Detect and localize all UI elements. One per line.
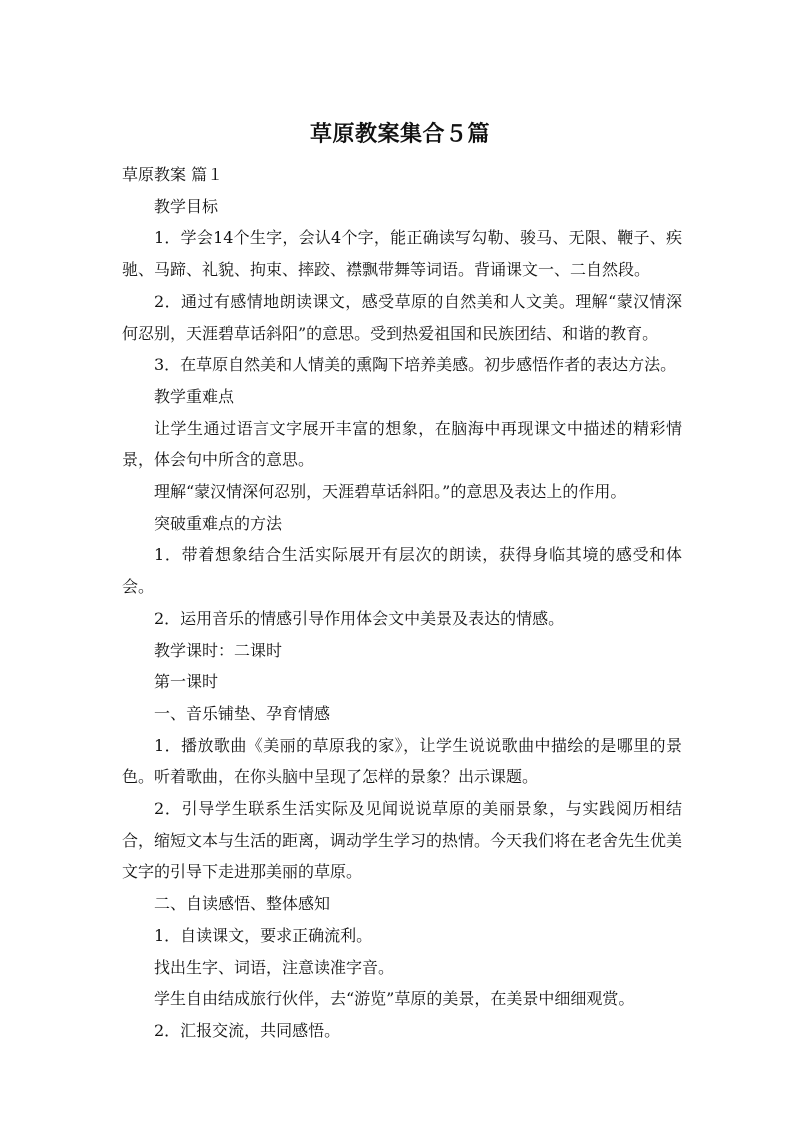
paragraph: 突破重难点的方法 xyxy=(154,513,283,533)
paragraph: 教学课时：二课时 xyxy=(154,640,283,660)
paragraph: 2．汇报交流，共同感悟。 xyxy=(154,1020,341,1040)
paragraph: 找出生字、词语，注意读准字音。 xyxy=(154,957,395,977)
paragraph: 1．带着想象结合生活实际展开有层次的朗读，获得身临其境的感受和体会。 xyxy=(122,545,682,597)
paragraph: 2．引导学生联系生活实际及见闻说说草原的美丽景象，与实践阅历相结合，缩短文本与生活的距离，调动学生学习的热情。今天我们将在老舍先生优美文字的引导下走进那美丽的草原。 xyxy=(122,799,683,882)
paragraph: 3．在草原自然美和人情美的熏陶下培养美感。初步感悟作者的表达方法。 xyxy=(154,355,677,375)
paragraph: 1．播放歌曲《美丽的草原我的家》，让学生说说歌曲中描绘的是哪里的景色。听着歌曲，在你头脑中呈现了怎样的景象？出示课题。 xyxy=(122,735,682,787)
paragraph: 2．通过有感情地朗读课文，感受草原的自然美和人文美。理解“蒙汉情深何忍别，天涯碧草话斜阳”的意思。受到热爱祖国和民族团结、和谐的教育。 xyxy=(122,291,682,343)
section-heading: 草原教案 篇１ xyxy=(122,165,224,184)
paragraph: 2．运用音乐的情感引导作用体会文中美景及表达的情感。 xyxy=(154,608,565,628)
paragraph: 1．学会14个生字，会认4个字，能正确读写勾勒、骏马、无限、鞭子、疾驰、马蹄、礼貌、拘束、摔跤、襟飘带舞等词语。背诵课文一、二自然段。 xyxy=(122,228,682,280)
paragraph: 学生自由结成旅行伙伴，去“游览”草原的美景，在美景中细细观赏。 xyxy=(154,989,635,1009)
document-title: 草原教案集合５篇 xyxy=(309,122,490,147)
paragraph: 让学生通过语言文字展开丰富的想象，在脑海中再现课文中描述的精彩情景，体会句中所含的意思。 xyxy=(122,418,682,470)
paragraph: 教学重难点 xyxy=(154,386,235,406)
paragraph: 理解“蒙汉情深何忍别，天涯碧草话斜阳。”的意思及表达上的作用。 xyxy=(154,482,627,502)
paragraph: 第一课时 xyxy=(154,672,219,692)
document-body xyxy=(122,159,682,1047)
paragraph: 一、音乐铺垫、孕育情感 xyxy=(154,703,331,723)
paragraph: 1．自读课文，要求正确流利。 xyxy=(154,925,373,945)
paragraph: 教学目标 xyxy=(154,196,219,216)
paragraph: 二、自读感悟、整体感知 xyxy=(154,894,331,914)
